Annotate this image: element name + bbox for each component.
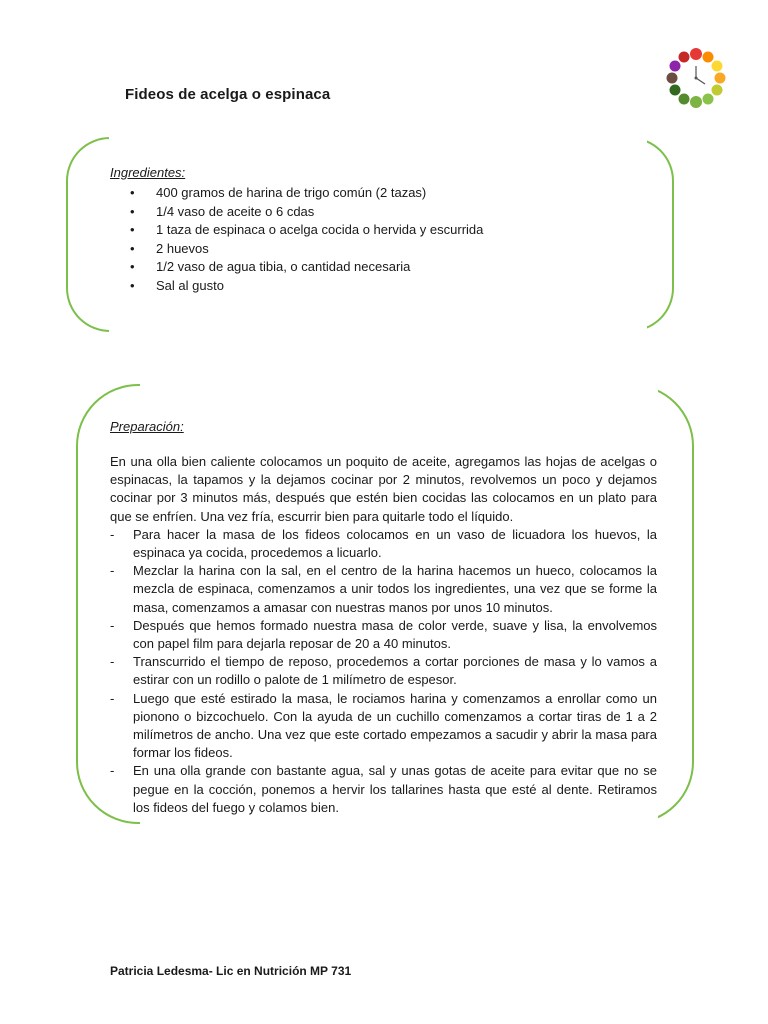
dash-icon: -	[110, 617, 115, 633]
dash-icon: -	[110, 690, 115, 706]
preparation-step: - En una olla grande con bastante agua, sal y unas gotas de aceite para evitar que no se pegue en la cocción, ponemos a hervir los tallarines hasta que esté al dente. Retiramos los fideos del fuego y colamos bien.	[110, 763, 657, 815]
dash-icon: -	[110, 563, 115, 579]
preparation-step: - Mezclar la harina con la sal, en el centro de la harina hacemos un hueco, colocamos la mezcla de espinaca, comenzamos a unir todos los ingredientes, una vez que se forme la masa, comenzamos a amasar con nuestras manos por unos 10 minutos.	[110, 563, 657, 615]
ingredient-item: • 400 gramos de harina de trigo común (2 tazas)	[110, 184, 630, 203]
dash-icon: -	[110, 526, 115, 542]
preparation-steps	[110, 526, 657, 817]
preparation-step: - Luego que esté estirado la masa, le rociamos harina y comenzamos a enrollar como un pionono o bizcochuelo. Con la ayuda de un cuchillo comenzamos a cortar tiras de 1 a 2 milímetros de ancho. Una vez que este cortado empezamos a sacudir y abrir la masa para formar los fideos.	[110, 690, 657, 761]
ingredient-item: • 1/4 vaso de aceite o 6 cdas	[110, 203, 630, 222]
preparation-heading: Preparación:	[110, 419, 184, 434]
ingredient-item: • 1 taza de espinaca o acelga cocida o hervida y escurrida	[110, 221, 630, 240]
footer-author: Patricia Ledesma- Lic en Nutrición MP 731	[110, 964, 352, 978]
ingredient-item: • 1/2 vaso de agua tibia, o cantidad necesaria	[110, 258, 630, 277]
bullet-icon: •	[130, 259, 135, 275]
preparation-intro: En una olla bien caliente colocamos un poquito de aceite, agregamos las hojas de acelgas o espinacas, la tapamos y la dejamos cocinar por 2 minutos, revolvemos un poco y dejamos cocinar por 3 minutos más, después que estén bien cocidas las colocamos en un plato para que se enfríen. Una vez fría, escurrir bien para quitarle todo el líquido.	[110, 454, 657, 524]
page-title: Fideos de acelga o espinaca	[125, 86, 331, 103]
ingredient-item: • Sal al gusto	[110, 277, 630, 296]
bullet-icon: •	[130, 222, 135, 238]
ingredients-section	[110, 164, 630, 296]
bullet-icon: •	[130, 185, 135, 200]
dash-icon: -	[110, 654, 115, 670]
ingredient-item: • 2 huevos	[110, 240, 630, 259]
preparation-section	[110, 418, 657, 817]
fruit-vegetable-clock-logo	[660, 46, 732, 110]
ingredients-heading: Ingredientes:	[110, 165, 186, 180]
preparation-step: - Transcurrido el tiempo de reposo, procedemos a cortar porciones de masa y lo vamos a estirar con un rodillo o palote de 1 milímetro de espesor.	[110, 654, 657, 688]
bullet-icon: •	[130, 240, 135, 256]
bullet-icon: •	[130, 203, 135, 219]
preparation-step: - Para hacer la masa de los fideos colocamos en un vaso de licuadora los huevos, la espinaca ya cocida, procedemos a licuarlo.	[110, 526, 657, 561]
dash-icon: -	[110, 763, 115, 779]
preparation-step: - Después que hemos formado nuestra masa de color verde, suave y lisa, la envolvemos con papel film para dejarla reposar de 20 a 40 minutos.	[110, 617, 657, 652]
bullet-icon: •	[130, 277, 135, 293]
ingredients-list	[110, 184, 630, 296]
